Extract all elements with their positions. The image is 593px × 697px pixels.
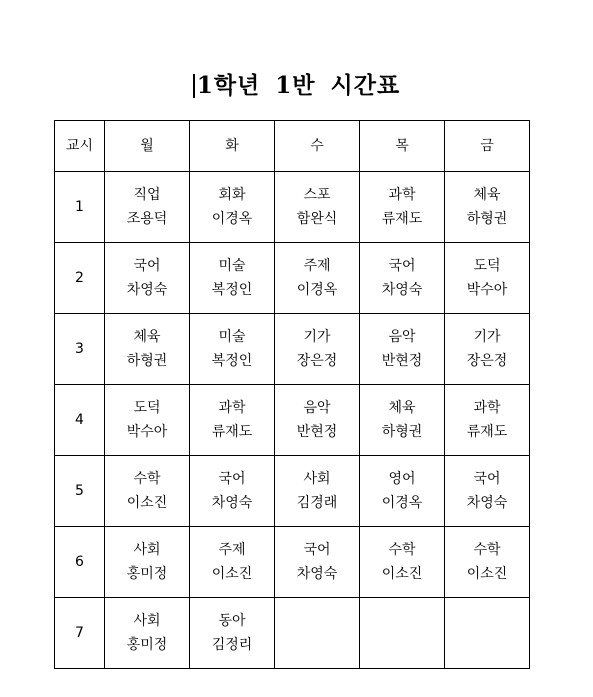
class-cell[interactable]: [360, 314, 445, 385]
class-cell[interactable]: [105, 172, 190, 243]
period-cell[interactable]: 1: [55, 172, 105, 243]
teacher-name: 차영숙: [466, 495, 508, 511]
table-row: [55, 527, 530, 598]
teacher-name: 차영숙: [296, 566, 338, 582]
subject-name: 기가: [473, 329, 501, 345]
class-cell[interactable]: [190, 598, 275, 669]
subject-name: 과학: [388, 187, 416, 203]
teacher-name: 복정인: [211, 282, 253, 298]
teacher-name: 차영숙: [381, 282, 423, 298]
class-cell[interactable]: [445, 456, 530, 527]
teacher-name: 류재도: [381, 211, 423, 227]
subject-name: 체육: [133, 329, 161, 345]
class-cell[interactable]: [275, 385, 360, 456]
teacher-name: 차영숙: [211, 495, 253, 511]
period-cell[interactable]: 3: [55, 314, 105, 385]
class-cell[interactable]: [275, 598, 360, 669]
table-row: [55, 243, 530, 314]
subject-name: 국어: [133, 258, 161, 274]
class-cell[interactable]: [190, 172, 275, 243]
subject-name: 사회: [303, 471, 331, 487]
teacher-name: 차영숙: [126, 282, 168, 298]
subject-name: 체육: [388, 400, 416, 416]
subject-name: 수학: [388, 542, 416, 558]
teacher-name: 이소진: [126, 495, 168, 511]
teacher-name: 홍미정: [126, 637, 168, 653]
header-day: 수: [275, 121, 360, 172]
subject-name: 도덕: [473, 258, 501, 274]
class-cell[interactable]: [275, 314, 360, 385]
subject-name: 회화: [218, 187, 246, 203]
class-cell[interactable]: [190, 527, 275, 598]
teacher-name: 류재도: [211, 424, 253, 440]
teacher-name: 홍미정: [126, 566, 168, 582]
teacher-name: 장은정: [296, 353, 338, 369]
teacher-name: 하형권: [466, 211, 508, 227]
class-cell[interactable]: [445, 598, 530, 669]
text-cursor: [193, 74, 195, 98]
subject-name: 국어: [388, 258, 416, 274]
subject-name: 수학: [133, 471, 161, 487]
subject-name: 주제: [303, 258, 331, 274]
timetable: [54, 120, 530, 669]
subject-name: 미술: [218, 329, 246, 345]
table-row: [55, 598, 530, 669]
class-cell[interactable]: [105, 456, 190, 527]
class-cell[interactable]: [275, 172, 360, 243]
subject-name: 사회: [133, 542, 161, 558]
class-cell[interactable]: [445, 243, 530, 314]
class-cell[interactable]: [190, 243, 275, 314]
title-area: [0, 66, 593, 106]
subject-name: 영어: [388, 471, 416, 487]
teacher-name: 하형권: [381, 424, 423, 440]
class-cell[interactable]: [360, 385, 445, 456]
header-day: 월: [105, 121, 190, 172]
class-cell[interactable]: [105, 527, 190, 598]
header-day: 금: [445, 121, 530, 172]
class-cell[interactable]: [275, 243, 360, 314]
teacher-name: 김정리: [211, 637, 253, 653]
teacher-name: 장은정: [466, 353, 508, 369]
table-row: [55, 314, 530, 385]
class-cell[interactable]: [275, 527, 360, 598]
class-cell[interactable]: [105, 598, 190, 669]
period-cell[interactable]: 4: [55, 385, 105, 456]
teacher-name: 복정인: [211, 353, 253, 369]
subject-name: 과학: [473, 400, 501, 416]
teacher-name: 이경옥: [296, 282, 338, 298]
teacher-name: 이소진: [381, 566, 423, 582]
teacher-name: 이경옥: [381, 495, 423, 511]
header-day: 목: [360, 121, 445, 172]
class-cell[interactable]: [445, 314, 530, 385]
subject-name: 동아: [218, 613, 246, 629]
subject-name: 도덕: [133, 400, 161, 416]
subject-name: 과학: [218, 400, 246, 416]
class-cell[interactable]: [105, 385, 190, 456]
class-cell[interactable]: [445, 527, 530, 598]
subject-name: 사회: [133, 613, 161, 629]
subject-name: 국어: [218, 471, 246, 487]
class-cell[interactable]: [105, 243, 190, 314]
class-cell[interactable]: [190, 456, 275, 527]
timetable-body: [55, 172, 530, 669]
subject-name: 미술: [218, 258, 246, 274]
subject-name: 국어: [473, 471, 501, 487]
subject-name: 주제: [218, 542, 246, 558]
teacher-name: 하형권: [126, 353, 168, 369]
table-row: [55, 456, 530, 527]
period-cell[interactable]: 7: [55, 598, 105, 669]
class-cell[interactable]: [445, 172, 530, 243]
header-day: 화: [190, 121, 275, 172]
class-cell[interactable]: [445, 385, 530, 456]
teacher-name: 류재도: [466, 424, 508, 440]
subject-name: 수학: [473, 542, 501, 558]
subject-name: 직업: [133, 187, 161, 203]
period-cell[interactable]: 2: [55, 243, 105, 314]
document-title-text: 1학년 1반 시간표: [196, 72, 401, 99]
document-title[interactable]: [193, 66, 400, 106]
subject-name: 음악: [303, 400, 331, 416]
teacher-name: 박수아: [126, 424, 168, 440]
class-cell[interactable]: [190, 385, 275, 456]
class-cell[interactable]: [360, 527, 445, 598]
class-cell[interactable]: [105, 314, 190, 385]
subject-name: 체육: [473, 187, 501, 203]
class-cell[interactable]: [190, 314, 275, 385]
period-cell[interactable]: 5: [55, 456, 105, 527]
subject-name: 국어: [303, 542, 331, 558]
teacher-name: 함완식: [296, 211, 338, 227]
teacher-name: 반현정: [381, 353, 423, 369]
table-row: [55, 385, 530, 456]
table-row: [55, 172, 530, 243]
class-cell[interactable]: [360, 456, 445, 527]
teacher-name: 이소진: [466, 566, 508, 582]
subject-name: 기가: [303, 329, 331, 345]
class-cell[interactable]: [275, 456, 360, 527]
teacher-name: 박수아: [466, 282, 508, 298]
teacher-name: 이소진: [211, 566, 253, 582]
header-row: [55, 121, 530, 172]
class-cell[interactable]: [360, 243, 445, 314]
header-period: 교시: [55, 121, 105, 172]
subject-name: 음악: [388, 329, 416, 345]
subject-name: 스포: [303, 187, 331, 203]
teacher-name: 반현정: [296, 424, 338, 440]
teacher-name: 조용덕: [126, 211, 168, 227]
class-cell[interactable]: [360, 172, 445, 243]
period-cell[interactable]: 6: [55, 527, 105, 598]
class-cell[interactable]: [360, 598, 445, 669]
teacher-name: 이경옥: [211, 211, 253, 227]
teacher-name: 김경래: [296, 495, 338, 511]
